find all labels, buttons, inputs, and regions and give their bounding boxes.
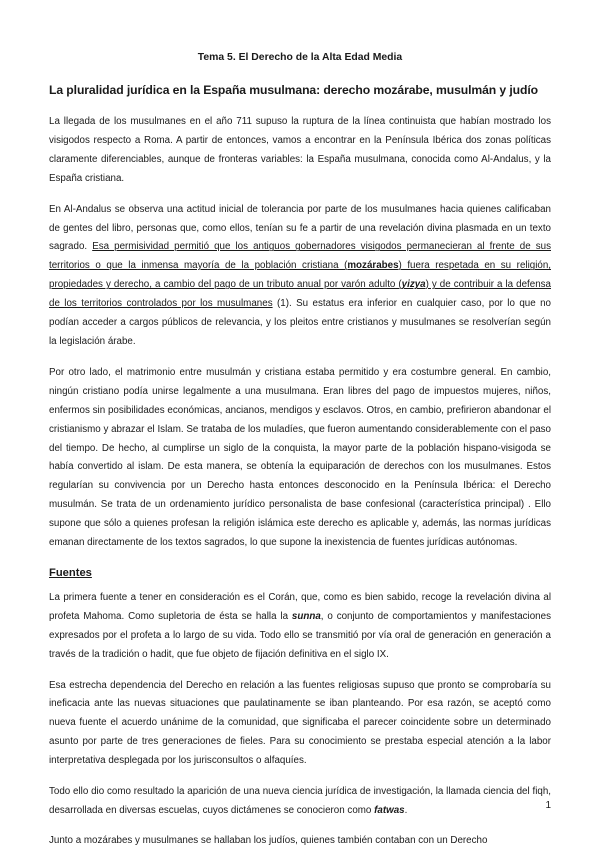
footnote-ref: (1): [272, 298, 289, 310]
paragraph-intro: La llegada de los musulmanes en el año 711 supuso la ruptura de la línea continuista que habían mostrado los visigodos respecto a Roma. A partir de entonces, vamos a encontrar en la Península Ibérica dos zonas políticas claramente diferenciables, aunque de fronteras variables: la España musulmana, conocida como Al-Andalus, y la España cristiana.: [49, 116, 551, 184]
paragraph-al-andalus-tail: . Su estatus era inferior en cualquier caso, por lo que no podían acceder a cargos públicos de relevancia, y los pleitos entre cristianos y musulmanes se resolverían según la legislación árabe.: [49, 298, 552, 347]
paragraph-judios: Junto a mozárabes y musulmanes se hallaban los judíos, quienes también contaban con un Derecho: [49, 834, 488, 846]
paragraph-coran-text-a: La primera fuente a tener en consideración es el Corán, que, como es bien sabido, recoge la revelación divina al profeta Mahoma. Como supletoria de ésta se halla la: [49, 591, 551, 622]
underlined-text-1: Esa permisividad permitió que los antiguos gobernadores visigodos permanecieran al frente de sus territorios o que la inmensa mayoría de la población cristiana (: [49, 241, 551, 272]
section-heading-fuentes: Fuentes: [49, 566, 92, 579]
paragraph-fiqh-text-b: .: [404, 805, 408, 816]
paragraph-al-andalus-intro: En Al-Andalus se observa una actitud inicial de tolerancia por parte de los musulmanes hacia quienes calificaban de gentes del libro, personas que, como ellos, tenían su fe a partir de una revelación divina plasmada en un texto sagrado.: [49, 203, 551, 253]
underlined-text-3: ) y de contribuir a la defensa de los territorios controlados por los musulmanes: [49, 279, 551, 310]
term-sunna: sunna: [291, 610, 321, 622]
paragraph-coran: [49, 589, 551, 665]
page-number: 1: [545, 800, 551, 811]
main-heading: La pluralidad jurídica en la España musulmana: derecho mozárabe, musulmán y judío: [49, 83, 539, 97]
document-title: Tema 5. El Derecho de la Alta Edad Media: [197, 52, 403, 63]
paragraph-dependencia: Esa estrecha dependencia del Derecho en relación a las fuentes religiosas supuso que pronto se comprobaría su ineficacia ante las nuevas situaciones que paulatinamente se iban planteando. Por esa razón, se aceptó como nueva fuente el acuerdo unánime de la comunidad, que significaba el parecer coincidente sobre un determinado asunto por parte de tres generaciones de fieles. Para su conocimiento se prestaba especial atención a la labor interpretativa desplegada por los jurisconsultos o alfaquíes.: [49, 679, 551, 767]
term-yizya: yizya: [401, 279, 426, 291]
underlined-text-2: ) fuera respetada en su religión, propiedades y derecho, a cambio del pago de un tributo anual por varón adulto (: [49, 260, 551, 291]
term-fatwas: fatwas: [374, 805, 405, 816]
paragraph-fiqh: [49, 783, 551, 821]
paragraph-al-andalus: [49, 201, 551, 352]
paragraph-matrimonio: Por otro lado, el matrimonio entre musulmán y cristiana estaba permitido y era costumbre general. En cambio, ningún cristiano podía unirse legalmente a una musulmana. Eran libres del pago de impuestos mujeres, niños, enfermos sin posibilidades económicas, ancianos, mendigos y esclavos. Otros, en cambio, prefirieron abandonar el cristianismo y abrazar el Islam. Se trataba de los muladíes, que fueron aumentando considerablemente con el paso del tiempo. De hecho, al cumplirse un siglo de la conquista, la mayor parte de la población hispano-visigoda se había convertido al islam. De esta manera, se obtenía la equiparación de derechos con los musulmanes. Estos regularían su convivencia por un Derecho hasta entonces desconocido en la Península Ibérica: el Derecho musulmán. Se trata de un ordenamiento jurídico personalista de base confesional (característica principal) . Ello supone que sólo a quienes profesan la religión islámica este derecho es aplicable y, además, las normas jurídicas emanan directamente de los textos sagrados, lo que supone la inexistencia de fuentes jurídicas autónomas.: [49, 366, 551, 549]
paragraph-coran-text-b: , o conjunto de comportamientos y manifestaciones expresados por el profeta a lo largo de su vida. Todo ello se transmitió por vía oral de generación en generación a través de la tradición o hadit, que fue objeto de fijación definitiva en el siglo IX.: [49, 610, 551, 660]
paragraph-fiqh-text-a: Todo ello dio como resultado la aparición de una nueva ciencia jurídica de investigación, la llamada ciencia del fiqh, desarrollada en diversas escuelas, cuyos dictámenes se conocieron como: [49, 786, 551, 816]
term-mozarabes: mozárabes: [347, 260, 399, 272]
